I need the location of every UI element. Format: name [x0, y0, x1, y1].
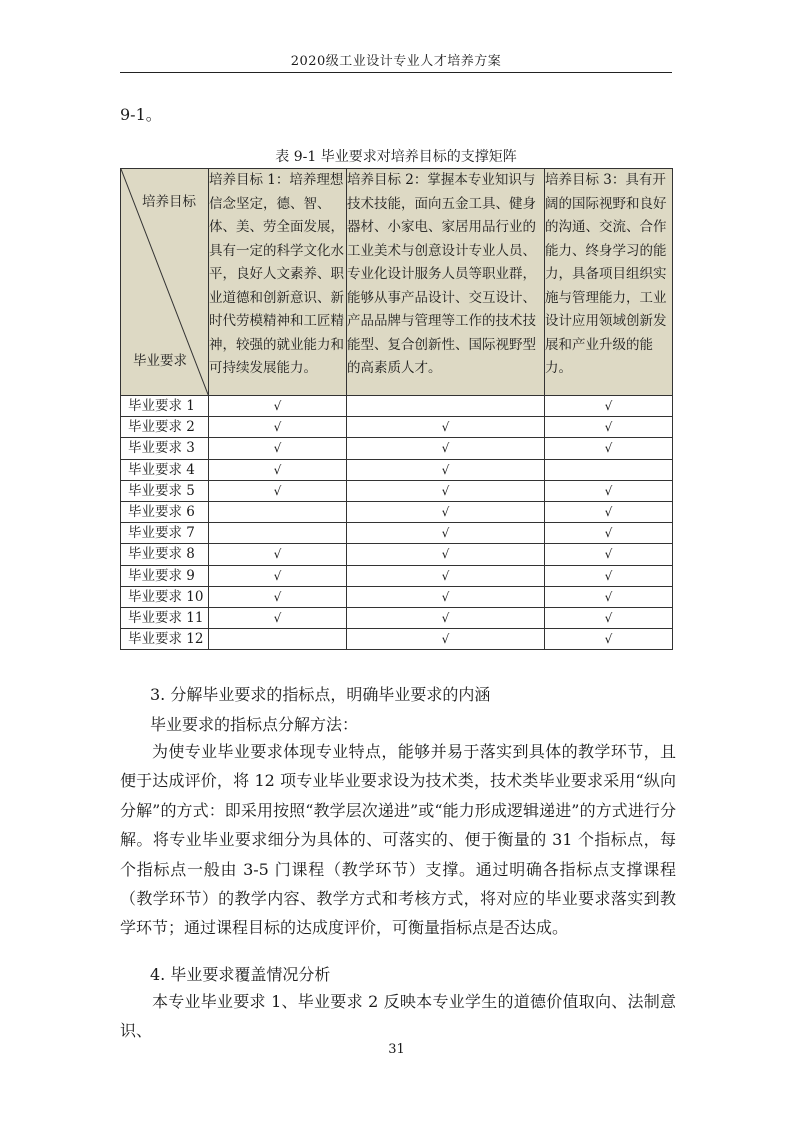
table-row: [121, 586, 673, 607]
requirement-label: 毕业要求 5: [121, 480, 209, 501]
check-mark: √: [604, 420, 613, 435]
table-row: [121, 607, 673, 628]
corner-cell: [121, 169, 209, 396]
table-header-row: [121, 169, 673, 396]
matrix-cell-objective-1: [209, 544, 347, 565]
check-mark: √: [441, 483, 450, 498]
check-mark: √: [604, 568, 613, 583]
matrix-cell-objective-1: [209, 396, 347, 417]
matrix-cell-objective-3: [545, 544, 673, 565]
check-mark: √: [273, 399, 282, 414]
check-mark: √: [604, 526, 613, 541]
check-mark: √: [441, 632, 450, 647]
table-row: [121, 629, 673, 650]
check-mark: √: [604, 589, 613, 604]
matrix-cell-objective-1: [209, 565, 347, 586]
matrix-cell-objective-3: [545, 629, 673, 650]
matrix-cell-objective-2: [347, 438, 545, 459]
check-mark: √: [273, 589, 282, 604]
requirement-label: 毕业要求 4: [121, 459, 209, 480]
matrix-cell-objective-1: [209, 629, 347, 650]
matrix-cell-objective-2: [347, 501, 545, 522]
check-mark: √: [273, 610, 282, 625]
matrix-cell-objective-1: [209, 438, 347, 459]
table-row: [121, 459, 673, 480]
matrix-cell-objective-1: [209, 459, 347, 480]
check-mark: √: [604, 505, 613, 520]
check-mark: √: [441, 547, 450, 562]
table-body: [121, 396, 673, 650]
requirement-label: 毕业要求 8: [121, 544, 209, 565]
section-3-paragraph: 为使专业毕业要求体现专业特点，能够并易于落实到具体的教学环节，且便于达成评价，将 12 项专业毕业要求设为技术类，技术类毕业要求采用“纵向分解”的方式：即采用按照“教学层次递进”或“能力形成逻辑递进”的方式进行分解。将专业毕业要求细分为具体的、可落实的、便于衡量的 31 个指标点，每个指标点一般由 3-5 门课程（教学环节）支撑。通过明确各指标点支撑课程（教学环节）的教学内容、教学方式和考核方式，将对应的毕业要求落实到教学环节；通过课程目标的达成度评价，可衡量指标点是否达成。: [120, 742, 676, 938]
check-mark: √: [273, 547, 282, 562]
requirement-label: 毕业要求 12: [121, 629, 209, 650]
matrix-cell-objective-3: [545, 459, 673, 480]
header-rule: [120, 72, 672, 73]
matrix-cell-objective-3: [545, 396, 673, 417]
table-row: [121, 544, 673, 565]
support-matrix-table: [120, 168, 673, 650]
check-mark: √: [441, 610, 450, 625]
requirement-label: 毕业要求 1: [121, 396, 209, 417]
corner-label-requirements: 毕业要求: [133, 352, 187, 369]
running-header: 2020级工业设计专业人才培养方案: [290, 54, 502, 69]
check-mark: √: [604, 547, 613, 562]
matrix-cell-objective-1: [209, 480, 347, 501]
check-mark: √: [604, 441, 613, 456]
section-4-heading: 4. 毕业要求覆盖情况分析: [150, 965, 331, 984]
matrix-cell-objective-2: [347, 417, 545, 438]
table-row: [121, 417, 673, 438]
check-mark: √: [604, 610, 613, 625]
matrix-cell-objective-3: [545, 565, 673, 586]
matrix-cell-objective-2: [347, 459, 545, 480]
check-mark: √: [273, 483, 282, 498]
table-row: [121, 396, 673, 417]
check-mark: √: [273, 568, 282, 583]
matrix-cell-objective-3: [545, 480, 673, 501]
section-4-paragraph: 本专业毕业要求 1、毕业要求 2 反映本专业学生的道德价值取向、法制意识、: [120, 992, 676, 1041]
matrix-cell-objective-1: [209, 501, 347, 522]
objective-1-header: 培养目标 1：培养理想信念坚定，德、智、体、美、劳全面发展，具有一定的科学文化水平，良好人文素养、职业道德和创新意识、新时代劳模精神和工匠精神，较强的就业能力和可持续发展能力。: [209, 169, 347, 396]
matrix-cell-objective-2: [347, 523, 545, 544]
check-mark: √: [441, 505, 450, 520]
requirement-label: 毕业要求 6: [121, 501, 209, 522]
requirement-label: 毕业要求 9: [121, 565, 209, 586]
matrix-cell-objective-2: [347, 586, 545, 607]
table-row: [121, 438, 673, 459]
requirement-label: 毕业要求 10: [121, 586, 209, 607]
check-mark: √: [441, 462, 450, 477]
matrix-cell-objective-3: [545, 586, 673, 607]
corner-label-objectives: 培养目标: [142, 194, 196, 210]
matrix-cell-objective-1: [209, 586, 347, 607]
table-row: [121, 565, 673, 586]
page-number: 31: [388, 1042, 405, 1057]
matrix-cell-objective-3: [545, 417, 673, 438]
matrix-cell-objective-2: [347, 629, 545, 650]
matrix-cell-objective-2: [347, 396, 545, 417]
check-mark: √: [441, 441, 450, 456]
matrix-cell-objective-2: [347, 544, 545, 565]
check-mark: √: [441, 568, 450, 583]
check-mark: √: [273, 420, 282, 435]
check-mark: √: [604, 483, 613, 498]
matrix-cell-objective-3: [545, 523, 673, 544]
objective-3-header: 培养目标 3：具有开阔的国际视野和良好的沟通、交流、合作能力、终身学习的能力，具备项目组织实施与管理能力，工业设计应用领域创新发展和产业升级的能力。: [545, 169, 673, 396]
check-mark: √: [273, 462, 282, 477]
requirement-label: 毕业要求 7: [121, 523, 209, 544]
table-row: [121, 480, 673, 501]
matrix-cell-objective-3: [545, 438, 673, 459]
table-caption: 表 9-1 毕业要求对培养目标的支撑矩阵: [275, 149, 517, 165]
requirement-label: 毕业要求 2: [121, 417, 209, 438]
matrix-cell-objective-2: [347, 565, 545, 586]
check-mark: √: [604, 399, 613, 414]
section-3-subheading: 毕业要求的指标点分解方法：: [150, 715, 359, 734]
section-3-heading: 3. 分解毕业要求的指标点，明确毕业要求的内涵: [150, 685, 491, 704]
matrix-cell-objective-2: [347, 607, 545, 628]
matrix-cell-objective-1: [209, 607, 347, 628]
check-mark: √: [441, 589, 450, 604]
requirement-label: 毕业要求 3: [121, 438, 209, 459]
requirement-label: 毕业要求 11: [121, 607, 209, 628]
check-mark: √: [441, 526, 450, 541]
matrix-cell-objective-2: [347, 480, 545, 501]
check-mark: √: [604, 632, 613, 647]
check-mark: √: [441, 420, 450, 435]
objective-2-header: 培养目标 2：掌握本专业知识与技术技能，面向五金工具、健身器材、小家电、家居用品行业的工业美术与创意设计专业人员、专业化设计服务人员等职业群，能够从事产品设计、交互设计、产品品牌与管理等工作的技术技能型、复合创新性、国际视野型的高素质人才。: [347, 169, 545, 396]
table-row: [121, 501, 673, 522]
matrix-cell-objective-1: [209, 523, 347, 544]
matrix-cell-objective-3: [545, 501, 673, 522]
table-row: [121, 523, 673, 544]
matrix-cell-objective-3: [545, 607, 673, 628]
check-mark: √: [273, 441, 282, 456]
lead-text: 9-1。: [120, 105, 162, 124]
matrix-cell-objective-1: [209, 417, 347, 438]
